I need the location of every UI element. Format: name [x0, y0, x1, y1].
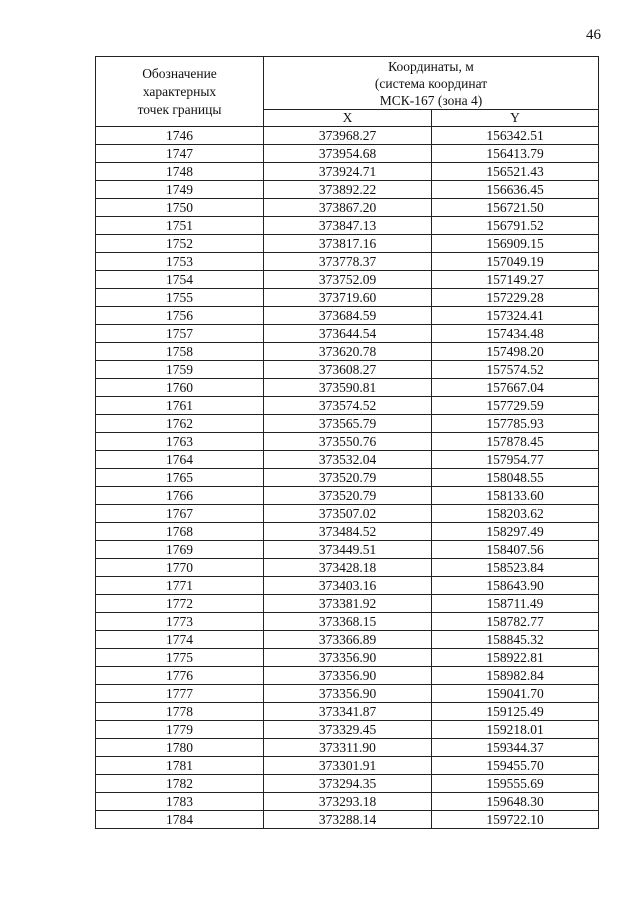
table-row: [96, 703, 599, 721]
y-coordinate-cell: 156909.15: [432, 235, 599, 253]
point-id-cell: 1760: [96, 379, 264, 397]
page-number: 46: [586, 27, 601, 43]
table-row: [96, 217, 599, 235]
table-row: [96, 649, 599, 667]
y-column-header: Y: [432, 110, 599, 127]
x-coordinate-cell: 373341.87: [264, 703, 432, 721]
x-coordinate-cell: 373311.90: [264, 739, 432, 757]
x-coordinate-cell: 373484.52: [264, 523, 432, 541]
y-coordinate-cell: 158523.84: [432, 559, 599, 577]
point-id-cell: 1782: [96, 775, 264, 793]
y-coordinate-cell: 158711.49: [432, 595, 599, 613]
point-id-cell: 1757: [96, 325, 264, 343]
point-id-cell: 1750: [96, 199, 264, 217]
point-id-cell: 1781: [96, 757, 264, 775]
table-row: [96, 127, 599, 145]
x-coordinate-cell: 373684.59: [264, 307, 432, 325]
point-id-cell: 1779: [96, 721, 264, 739]
y-coordinate-cell: 157434.48: [432, 325, 599, 343]
x-coordinate-cell: 373867.20: [264, 199, 432, 217]
x-coordinate-cell: 373847.13: [264, 217, 432, 235]
y-coordinate-cell: 157149.27: [432, 271, 599, 289]
x-coordinate-cell: 373608.27: [264, 361, 432, 379]
y-coordinate-cell: 159344.37: [432, 739, 599, 757]
y-coordinate-cell: 157785.93: [432, 415, 599, 433]
coordinates-header: [264, 57, 599, 110]
table-row: [96, 523, 599, 541]
point-id-cell: 1777: [96, 685, 264, 703]
x-coordinate-cell: 373368.15: [264, 613, 432, 631]
y-coordinate-cell: 157498.20: [432, 343, 599, 361]
y-coordinate-cell: 158782.77: [432, 613, 599, 631]
point-id-cell: 1771: [96, 577, 264, 595]
point-id-cell: 1776: [96, 667, 264, 685]
y-coordinate-cell: 158203.62: [432, 505, 599, 523]
y-coordinate-cell: 158922.81: [432, 649, 599, 667]
table-row: [96, 577, 599, 595]
table-row: [96, 415, 599, 433]
point-id-cell: 1758: [96, 343, 264, 361]
coords-header-line: Координаты, м: [388, 58, 474, 74]
x-coordinate-cell: 373449.51: [264, 541, 432, 559]
y-coordinate-cell: 157729.59: [432, 397, 599, 415]
x-coordinate-cell: 373590.81: [264, 379, 432, 397]
point-id-cell: 1780: [96, 739, 264, 757]
table-row: [96, 289, 599, 307]
y-coordinate-cell: 158407.56: [432, 541, 599, 559]
point-id-cell: 1768: [96, 523, 264, 541]
x-coordinate-cell: 373403.16: [264, 577, 432, 595]
x-coordinate-cell: 373288.14: [264, 811, 432, 829]
x-coordinate-cell: 373954.68: [264, 145, 432, 163]
table-row: [96, 775, 599, 793]
table-row: [96, 451, 599, 469]
point-designation-header: [96, 57, 264, 127]
point-id-cell: 1754: [96, 271, 264, 289]
table-row: [96, 757, 599, 775]
table-row: [96, 613, 599, 631]
y-coordinate-cell: 156413.79: [432, 145, 599, 163]
point-header-line: точек границы: [137, 101, 222, 117]
point-id-cell: 1752: [96, 235, 264, 253]
x-coordinate-cell: 373520.79: [264, 487, 432, 505]
x-coordinate-cell: 373532.04: [264, 451, 432, 469]
table-row: [96, 253, 599, 271]
table-row: [96, 469, 599, 487]
point-id-cell: 1746: [96, 127, 264, 145]
y-coordinate-cell: 156721.50: [432, 199, 599, 217]
x-coordinate-cell: 373356.90: [264, 649, 432, 667]
point-id-cell: 1775: [96, 649, 264, 667]
table-row: [96, 505, 599, 523]
point-id-cell: 1759: [96, 361, 264, 379]
x-coordinate-cell: 373574.52: [264, 397, 432, 415]
point-id-cell: 1763: [96, 433, 264, 451]
x-coordinate-cell: 373301.91: [264, 757, 432, 775]
coords-header-line: МСК-167 (зона 4): [379, 92, 483, 108]
y-coordinate-cell: 159648.30: [432, 793, 599, 811]
table-row: [96, 181, 599, 199]
x-coordinate-cell: 373294.35: [264, 775, 432, 793]
x-coordinate-cell: 373924.71: [264, 163, 432, 181]
table-row: [96, 595, 599, 613]
x-column-header: X: [264, 110, 432, 127]
point-id-cell: 1783: [96, 793, 264, 811]
y-coordinate-cell: 157229.28: [432, 289, 599, 307]
table-row: [96, 199, 599, 217]
table-row: [96, 685, 599, 703]
y-coordinate-cell: 158048.55: [432, 469, 599, 487]
table-row: [96, 397, 599, 415]
y-coordinate-cell: 158845.32: [432, 631, 599, 649]
point-id-cell: 1749: [96, 181, 264, 199]
point-id-cell: 1772: [96, 595, 264, 613]
table-row: [96, 271, 599, 289]
point-id-cell: 1761: [96, 397, 264, 415]
y-coordinate-cell: 156342.51: [432, 127, 599, 145]
x-coordinate-cell: 373565.79: [264, 415, 432, 433]
table-body: [96, 127, 599, 829]
point-id-cell: 1784: [96, 811, 264, 829]
point-id-cell: 1769: [96, 541, 264, 559]
y-coordinate-cell: 157667.04: [432, 379, 599, 397]
table-header: [96, 57, 599, 127]
point-id-cell: 1756: [96, 307, 264, 325]
y-coordinate-cell: 158982.84: [432, 667, 599, 685]
point-id-cell: 1755: [96, 289, 264, 307]
y-coordinate-cell: 157878.45: [432, 433, 599, 451]
table-row: [96, 541, 599, 559]
y-coordinate-cell: 157954.77: [432, 451, 599, 469]
table-row: [96, 307, 599, 325]
table-row: [96, 361, 599, 379]
coords-header-line: (система координат: [374, 75, 488, 91]
point-header-line: Обозначение: [142, 65, 217, 81]
x-coordinate-cell: 373620.78: [264, 343, 432, 361]
y-coordinate-cell: 159125.49: [432, 703, 599, 721]
x-coordinate-cell: 373520.79: [264, 469, 432, 487]
point-id-cell: 1778: [96, 703, 264, 721]
x-coordinate-cell: 373507.02: [264, 505, 432, 523]
point-id-cell: 1751: [96, 217, 264, 235]
x-coordinate-cell: 373892.22: [264, 181, 432, 199]
table-row: [96, 433, 599, 451]
point-id-cell: 1770: [96, 559, 264, 577]
y-coordinate-cell: 157049.19: [432, 253, 599, 271]
y-coordinate-cell: 157324.41: [432, 307, 599, 325]
x-coordinate-cell: 373293.18: [264, 793, 432, 811]
x-coordinate-cell: 373968.27: [264, 127, 432, 145]
x-coordinate-cell: 373550.76: [264, 433, 432, 451]
x-coordinate-cell: 373644.54: [264, 325, 432, 343]
point-id-cell: 1748: [96, 163, 264, 181]
table-row: [96, 235, 599, 253]
point-id-cell: 1766: [96, 487, 264, 505]
y-coordinate-cell: 159218.01: [432, 721, 599, 739]
point-id-cell: 1747: [96, 145, 264, 163]
y-coordinate-cell: 159722.10: [432, 811, 599, 829]
x-coordinate-cell: 373356.90: [264, 667, 432, 685]
x-coordinate-cell: 373366.89: [264, 631, 432, 649]
y-coordinate-cell: 158297.49: [432, 523, 599, 541]
x-coordinate-cell: 373778.37: [264, 253, 432, 271]
y-coordinate-cell: 158643.90: [432, 577, 599, 595]
point-header-line: характерных: [142, 83, 217, 99]
y-coordinate-cell: 156636.45: [432, 181, 599, 199]
y-coordinate-cell: 159555.69: [432, 775, 599, 793]
table-row: [96, 343, 599, 361]
coordinates-table: [95, 56, 599, 829]
point-id-cell: 1762: [96, 415, 264, 433]
table-row: [96, 811, 599, 829]
y-coordinate-cell: 157574.52: [432, 361, 599, 379]
point-id-cell: 1767: [96, 505, 264, 523]
x-coordinate-cell: 373817.16: [264, 235, 432, 253]
x-coordinate-cell: 373381.92: [264, 595, 432, 613]
table-row: [96, 667, 599, 685]
x-coordinate-cell: 373329.45: [264, 721, 432, 739]
table-row: [96, 325, 599, 343]
y-coordinate-cell: 158133.60: [432, 487, 599, 505]
table-row: [96, 793, 599, 811]
y-coordinate-cell: 159455.70: [432, 757, 599, 775]
table-row: [96, 631, 599, 649]
x-coordinate-cell: 373428.18: [264, 559, 432, 577]
table-row: [96, 739, 599, 757]
table-row: [96, 559, 599, 577]
point-id-cell: 1753: [96, 253, 264, 271]
point-id-cell: 1774: [96, 631, 264, 649]
x-coordinate-cell: 373752.09: [264, 271, 432, 289]
x-coordinate-cell: 373719.60: [264, 289, 432, 307]
point-id-cell: 1764: [96, 451, 264, 469]
y-coordinate-cell: 156521.43: [432, 163, 599, 181]
table-row: [96, 163, 599, 181]
point-id-cell: 1773: [96, 613, 264, 631]
table-row: [96, 721, 599, 739]
point-id-cell: 1765: [96, 469, 264, 487]
table-row: [96, 487, 599, 505]
table-row: [96, 379, 599, 397]
x-coordinate-cell: 373356.90: [264, 685, 432, 703]
table-row: [96, 145, 599, 163]
y-coordinate-cell: 159041.70: [432, 685, 599, 703]
y-coordinate-cell: 156791.52: [432, 217, 599, 235]
